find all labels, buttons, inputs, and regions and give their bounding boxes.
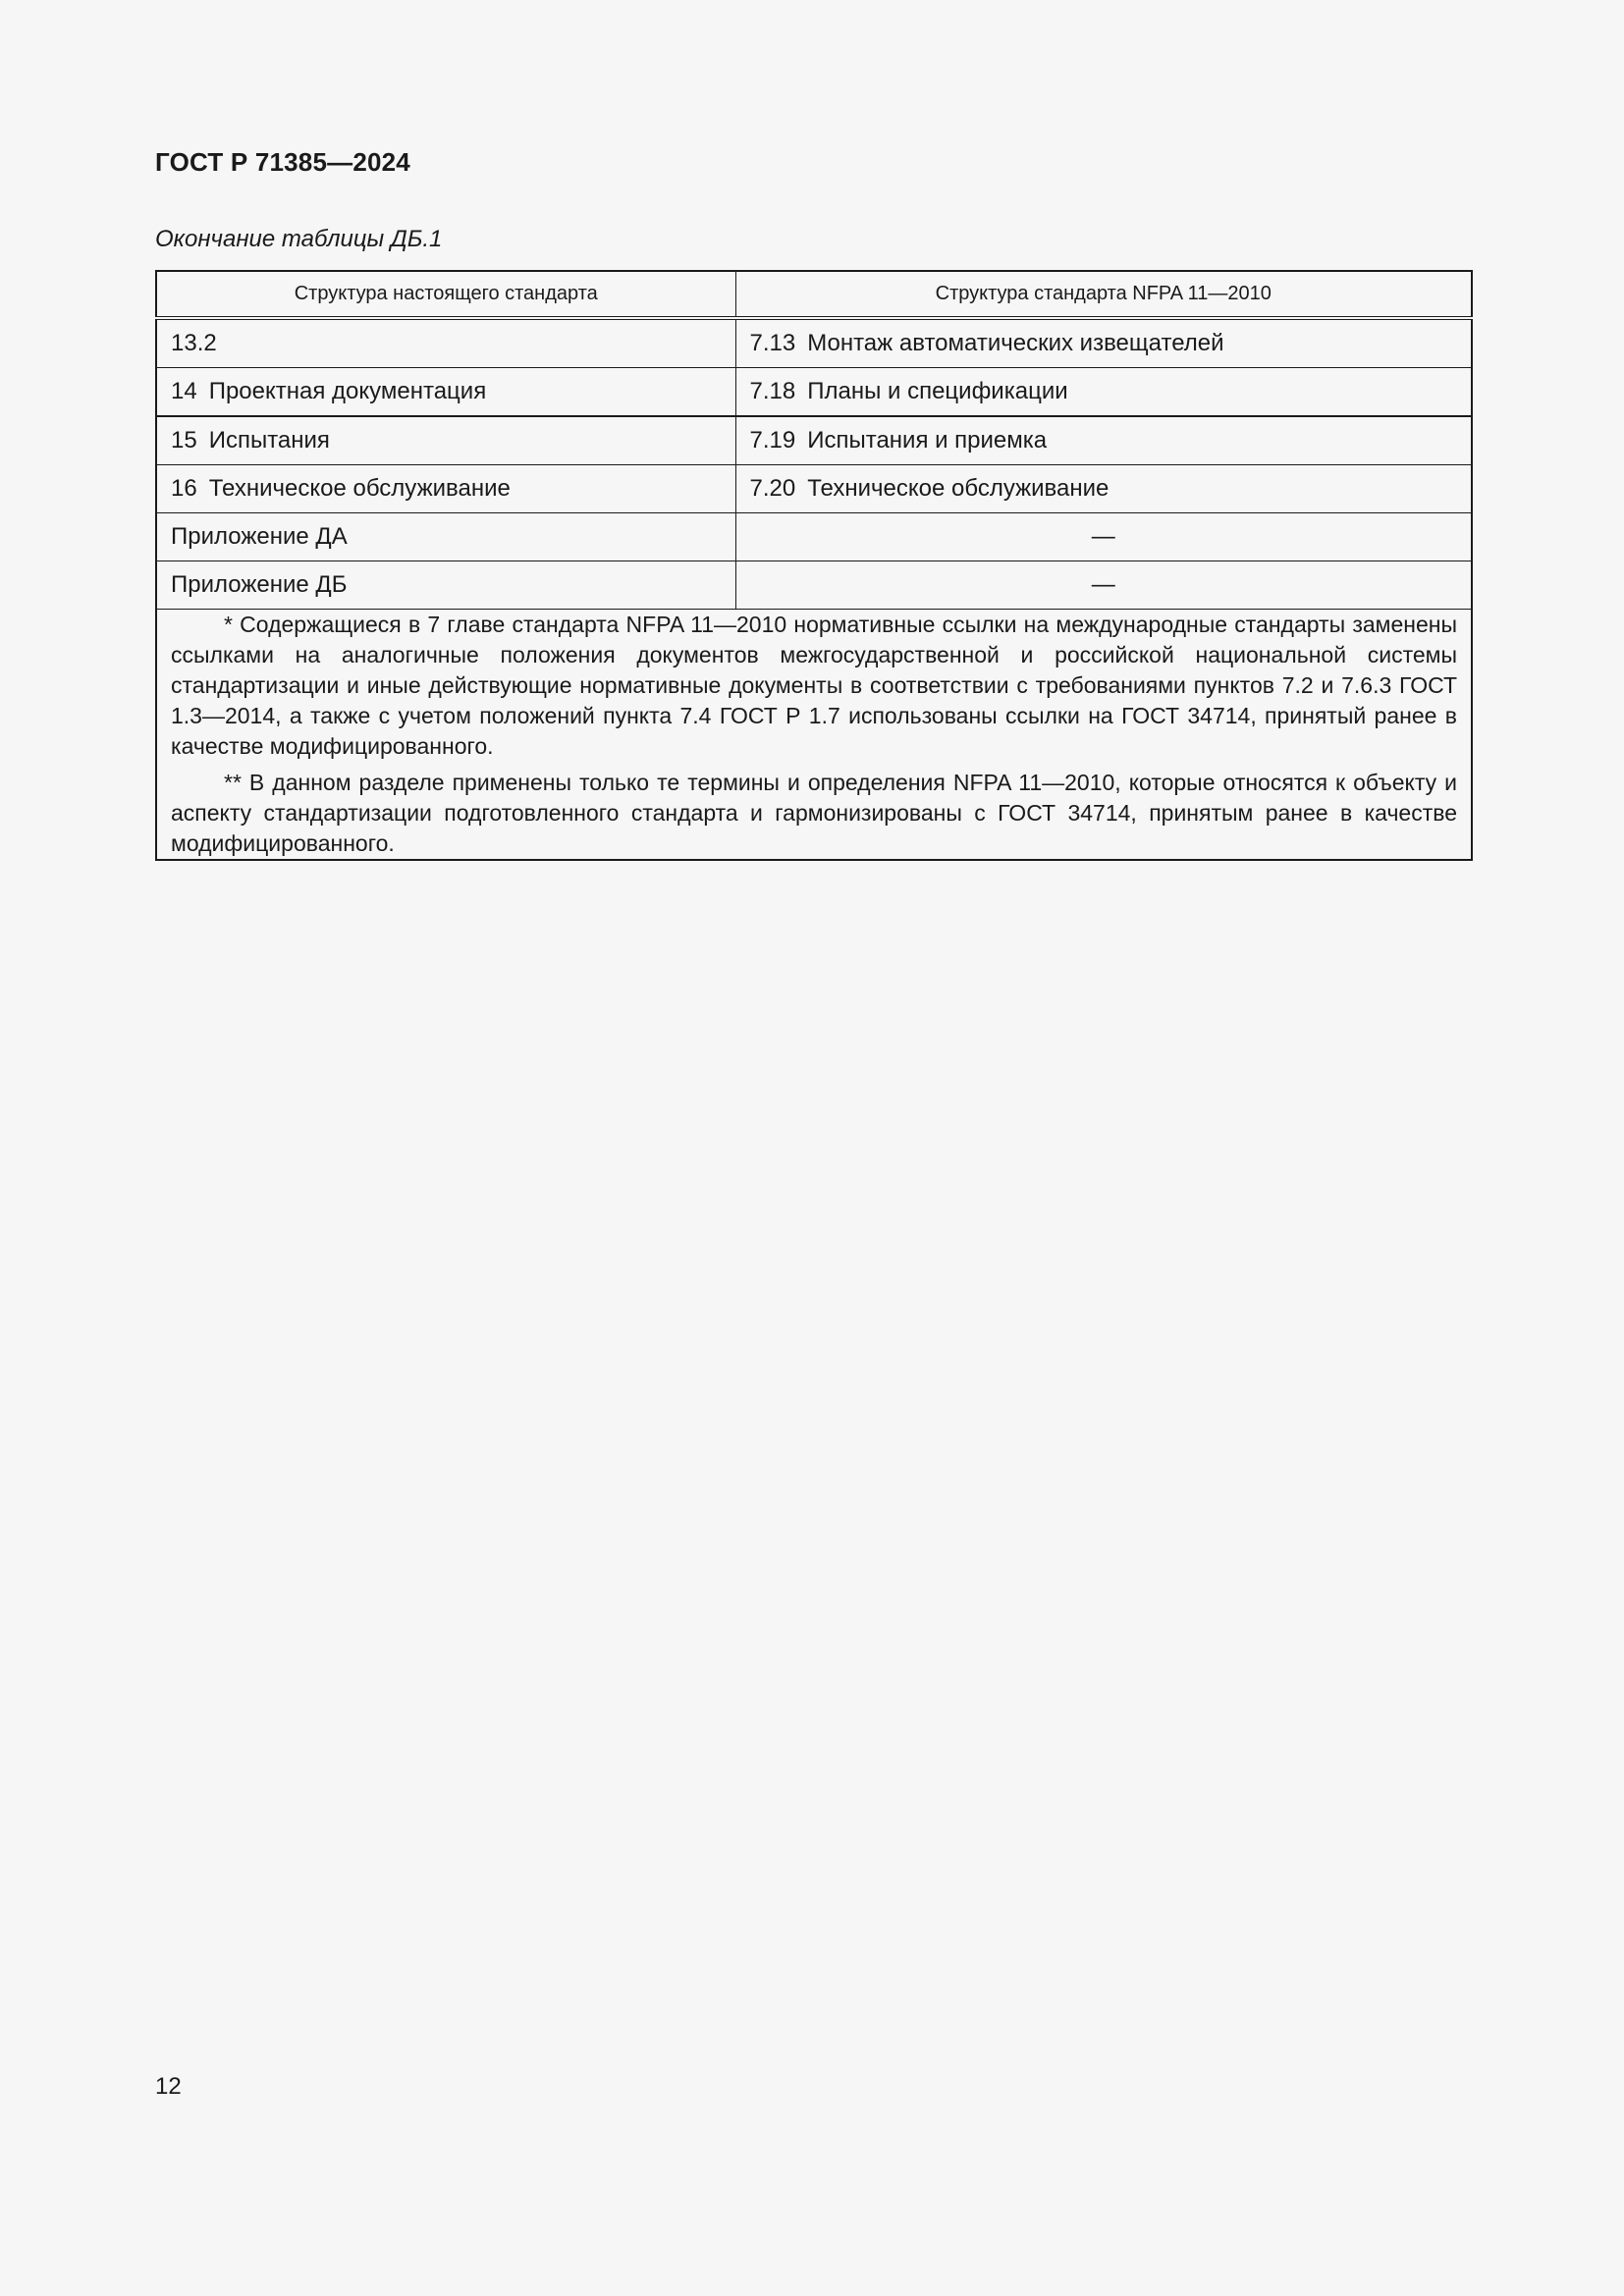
cell-current-section: [156, 513, 735, 561]
appendix-title: Приложение ДБ: [171, 571, 348, 598]
cell-nfpa-section: [735, 416, 1472, 465]
cell-current-section: [156, 318, 735, 368]
page-number: 12: [155, 2073, 182, 2100]
correspondence-table-container: [155, 270, 1471, 861]
table-row: [156, 416, 1472, 465]
cell-current-section: [156, 368, 735, 417]
table-row: [156, 561, 1472, 610]
section-number: 7.13: [749, 330, 796, 356]
cell-nfpa-section: [735, 368, 1472, 417]
table-notes-row: [156, 610, 1472, 861]
no-correspondence-dash: —: [1091, 571, 1115, 598]
section-title: Проектная документация: [208, 378, 487, 404]
section-number: 16: [171, 475, 197, 502]
section-number: 7.19: [749, 427, 796, 454]
correspondence-table: [155, 270, 1473, 861]
footnote-single-asterisk: * Содержащиеся в 7 главе стандарта NFPA 11—2010 нормативные ссылки на международные стандарты заменены ссылками на аналогичные положения документов межгосударственной и российской национальной системы стандартизации и иные действующие нормативные документы в соответствии с требованиями пунктов 7.2 и 7.6.3 ГОСТ 1.3—2014, а также с учетом положений пункта 7.4 ГОСТ Р 1.7 использованы ссылки на ГОСТ 34714, принятый ранее в качестве модифицированного.: [171, 612, 1457, 759]
cell-current-section: [156, 416, 735, 465]
table-caption: Окончание таблицы ДБ.1: [155, 226, 443, 252]
cell-nfpa-section: [735, 318, 1472, 368]
column-header-current-standard: Структура настоящего стандарта: [156, 271, 735, 318]
appendix-title: Приложение ДА: [171, 523, 348, 550]
table-header-row: [156, 271, 1472, 318]
section-title: Монтаж автоматических извещателей: [807, 330, 1224, 356]
cell-current-section: [156, 465, 735, 513]
section-number: 13.2: [171, 330, 217, 356]
footnote-double-asterisk: ** В данном разделе применены только те термины и определения NFPA 11—2010, которые относятся к объекту и аспекту стандартизации подготовленного стандарта и гармонизированы с ГОСТ 34714, принятым ранее в качестве модифицированного.: [171, 770, 1457, 856]
table-row: [156, 318, 1472, 368]
cell-nfpa-section: [735, 561, 1472, 610]
document-code: ГОСТ Р 71385—2024: [155, 147, 410, 177]
table-notes-cell: [156, 610, 1472, 861]
cell-nfpa-section: [735, 465, 1472, 513]
section-title: Техническое обслуживание: [807, 475, 1110, 502]
table-row: [156, 465, 1472, 513]
table-row: [156, 368, 1472, 417]
section-number: 7.18: [749, 378, 796, 404]
section-number: 7.20: [749, 475, 796, 502]
table-row: [156, 513, 1472, 561]
cell-nfpa-section: [735, 513, 1472, 561]
column-header-nfpa-standard: Структура стандарта NFPA 11—2010: [735, 271, 1472, 318]
cell-current-section: [156, 561, 735, 610]
no-correspondence-dash: —: [1091, 523, 1115, 550]
section-title: Испытания и приемка: [807, 427, 1048, 454]
section-number: 15: [171, 427, 197, 454]
section-title: Испытания: [208, 427, 330, 454]
section-title: Техническое обслуживание: [208, 475, 511, 502]
section-title: Планы и спецификации: [807, 378, 1068, 404]
section-number: 14: [171, 378, 197, 404]
